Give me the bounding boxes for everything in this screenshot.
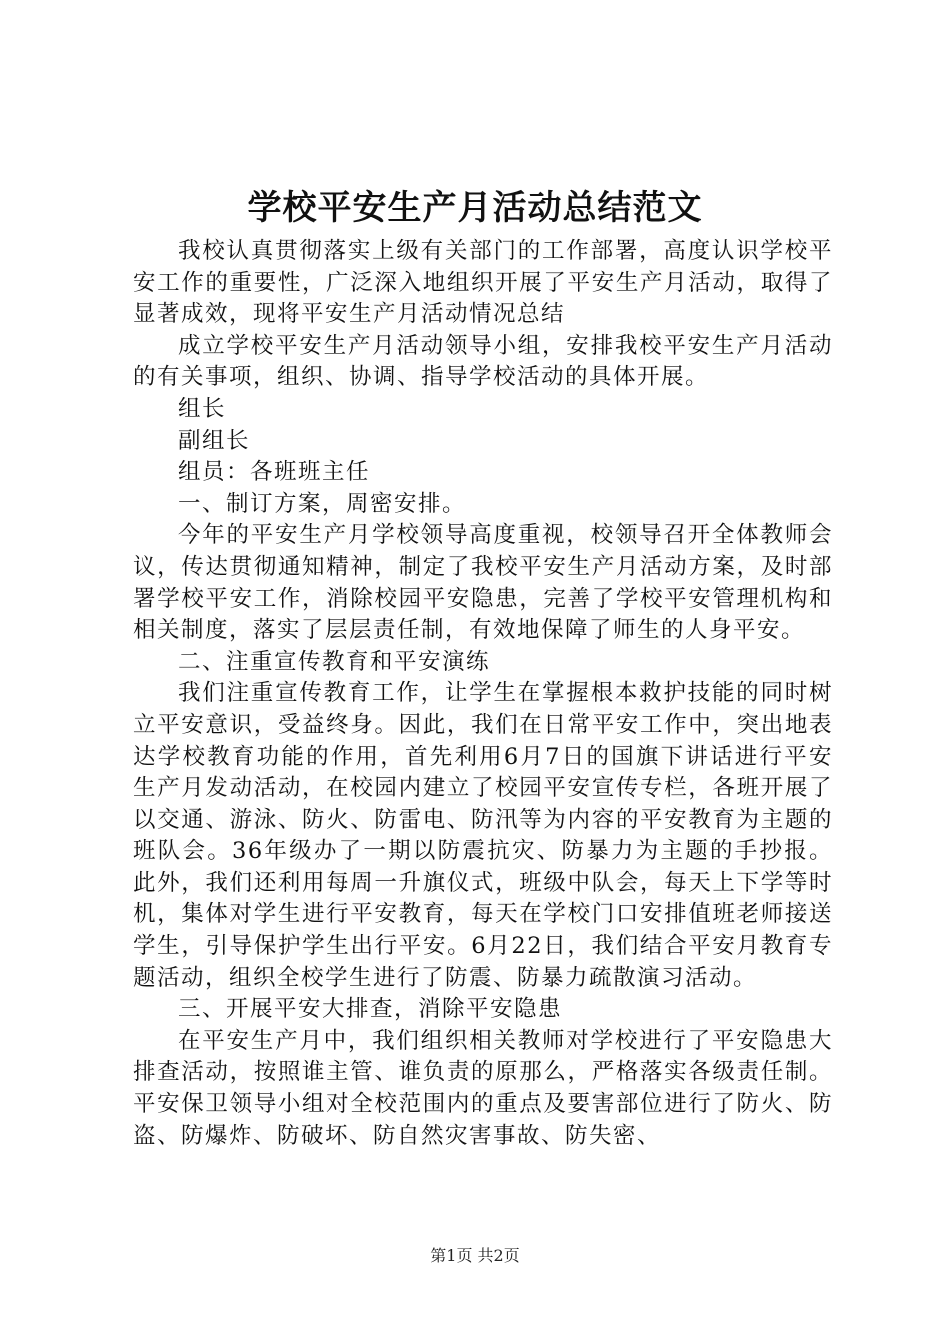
section-heading-2: 二、注重宣传教育和平安演练 (178, 648, 491, 675)
paragraph-members: 组员：各班班主任 (178, 459, 371, 486)
paragraph-plan: 今年的平安生产月学校领导高度重视，校领导召开全体教师会议，传达贯彻通知精神，制定了我校平安生产月活动方案，及时部署学校平安工作，消除校园平安隐患，完善了学校平安管理机构和相关制度，落实了层层责任制，有效地保障了师生的人身平安。 (133, 522, 833, 644)
section-heading-3: 三、开展平安大排查，消除平安隐患 (178, 996, 563, 1023)
document-title: 学校平安生产月活动总结范文 (247, 188, 703, 228)
paragraph-education: 我们注重宣传教育工作，让学生在掌握根本救护技能的同时树立平安意识，受益终身。因此，我们在日常平安工作中，突出地表达学校教育功能的作用，首先利用6月7日的国旗下讲话进行平安生产月发动活动，在校园内建立了校园平安宣传专栏，各班开展了以交通、游泳、防火、防雷电、防汛等为内容的平安教育为主题的班队会。36年级办了一期以防震抗灾、防暴力为主题的手抄报。此外，我们还利用每周一升旗仪式，班级中队会，每天上下学等时机，集体对学生进行平安教育，每天在学校门口安排值班老师接送学生，引导保护学生出行平安。6月22日，我们结合平安月教育专题活动，组织全校学生进行了防震、防暴力疏散演习活动。 (133, 680, 833, 991)
document-body (133, 236, 833, 1152)
paragraph-group-leader: 组长 (178, 395, 227, 422)
section-heading-1: 一、制订方案，周密安排。 (178, 490, 467, 517)
paragraph-inspection: 在平安生产月中，我们组织相关教师对学校进行了平安隐患大排查活动，按照谁主管、谁负责的原那么，严格落实各级责任制。平安保卫领导小组对全校范围内的重点及要害部位进行了防火、防盗、防爆炸、防破坏、防自然灾害事故、防失密、 (133, 1027, 833, 1149)
paragraph-intro: 我校认真贯彻落实上级有关部门的工作部署，高度认识学校平安工作的重要性，广泛深入地组织开展了平安生产月活动，取得了显著成效，现将平安生产月活动情况总结 (133, 238, 833, 328)
paragraph-deputy-leader: 副组长 (178, 427, 251, 454)
paragraph-leadership-group: 成立学校平安生产月活动领导小组，安排我校平安生产月活动的有关事项，组织、协调、指导学校活动的具体开展。 (133, 332, 833, 391)
page-footer: 第1页 共2页 (430, 1246, 520, 1265)
